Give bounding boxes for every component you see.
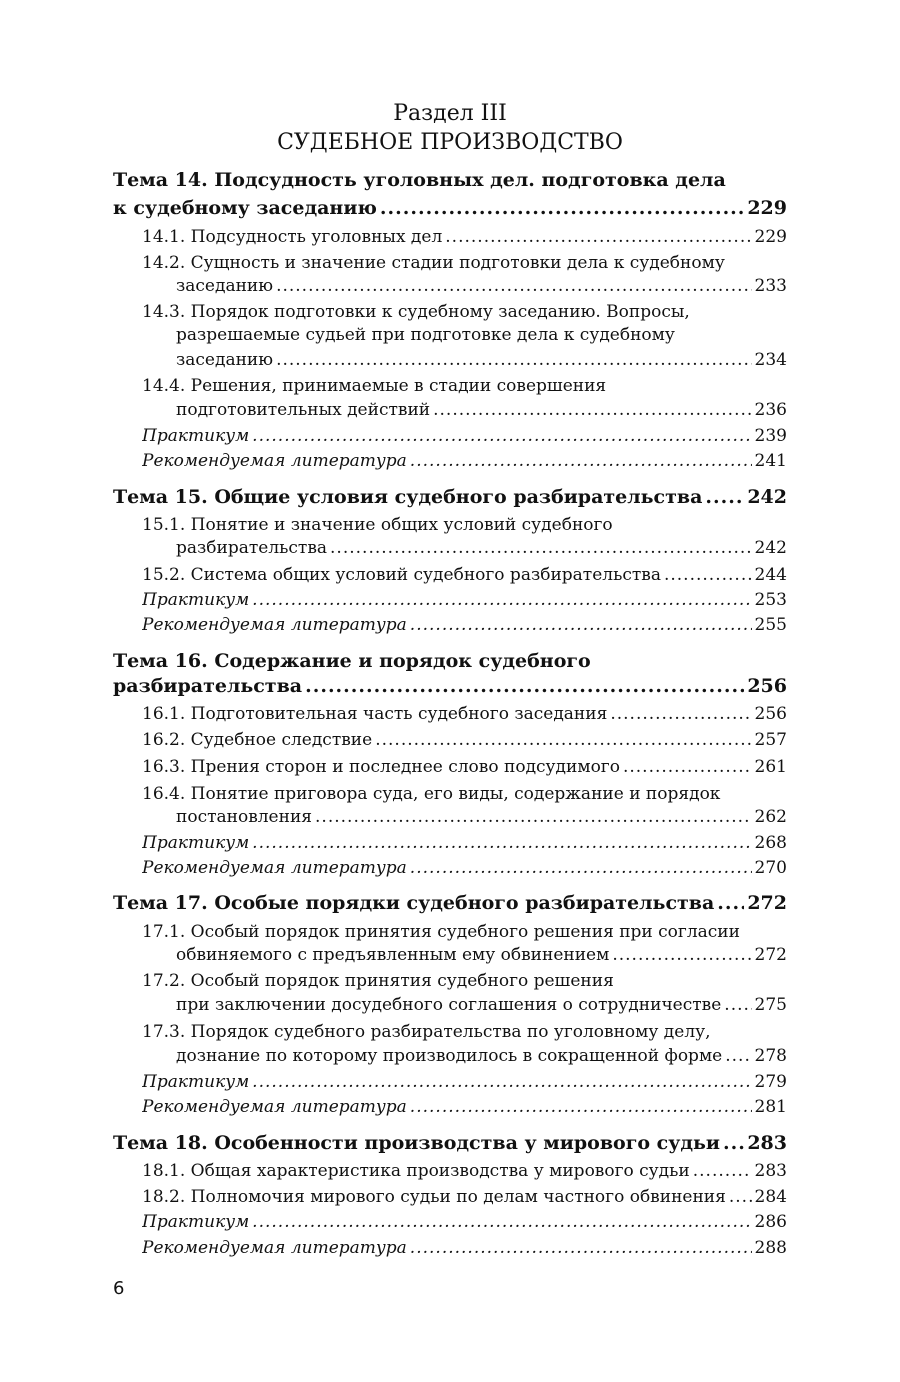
toc-entry-text: 15.1. Понятие и значение общих условий судебного xyxy=(142,515,613,535)
section-label: Раздел III xyxy=(393,101,507,126)
toc-entry-text: Практикум xyxy=(142,1212,250,1232)
toc-page-number: 270 xyxy=(754,858,787,878)
toc-page-number: 233 xyxy=(754,276,787,296)
toc-extra-line xyxy=(142,1236,787,1260)
toc-entry-text: разрешаемые судьей при подготовке дела к судебному xyxy=(176,325,675,345)
toc-page-number: 268 xyxy=(754,833,787,853)
dot-leader xyxy=(433,398,751,422)
toc-entry-text: Практикум xyxy=(142,426,250,446)
toc-extra-line xyxy=(142,613,787,637)
toc-item-line xyxy=(142,1159,787,1183)
toc-entry-text: разбирательства xyxy=(113,675,303,697)
toc-entry-text: к судебному заседанию xyxy=(113,197,377,219)
dot-leader xyxy=(315,805,752,829)
toc-page-number: 261 xyxy=(754,757,787,777)
toc-item-line xyxy=(176,943,787,967)
toc-item-line xyxy=(142,251,787,275)
toc-entry-text: подготовительных действий xyxy=(176,400,431,420)
dot-leader xyxy=(725,1044,751,1068)
toc-page-number: 283 xyxy=(747,1132,787,1154)
toc-extra-line xyxy=(142,1095,787,1119)
dot-leader xyxy=(610,702,751,726)
dot-leader xyxy=(664,563,752,587)
toc-entry-text: 18.2. Полномочия мирового судьи по делам частного обвинения xyxy=(142,1187,726,1207)
toc-item-line xyxy=(176,398,787,422)
section-title: СУДЕБНОЕ ПРОИЗВОДСТВО xyxy=(277,130,623,155)
toc-entry-text: Тема 18. Особенности производства у мирового судьи xyxy=(113,1132,721,1154)
toc-entry-text: при заключении досудебного соглашения о сотрудничестве xyxy=(176,995,722,1015)
dot-leader xyxy=(410,449,752,473)
dot-leader xyxy=(380,196,744,220)
toc-entry-text: Рекомендуемая литература xyxy=(142,858,407,878)
toc-page-number: 234 xyxy=(754,350,787,370)
toc-theme-line xyxy=(113,485,787,509)
toc-entry-text: Рекомендуемая литература xyxy=(142,451,407,471)
dot-leader xyxy=(723,1131,744,1155)
toc-page-number: 278 xyxy=(754,1046,787,1066)
toc-page-number: 229 xyxy=(754,227,787,247)
toc-item-line xyxy=(142,920,787,944)
toc-item-line xyxy=(176,805,787,829)
toc-page-number: 262 xyxy=(754,807,787,827)
dot-leader xyxy=(410,1236,752,1260)
toc-theme-line xyxy=(113,168,787,192)
toc-item-line xyxy=(142,1020,787,1044)
toc-extra-line xyxy=(142,588,787,612)
toc-page-number: 239 xyxy=(754,426,787,446)
toc-page-number: 236 xyxy=(754,400,787,420)
toc-entry-text: 14.3. Порядок подготовки к судебному заседанию. Вопросы, xyxy=(142,302,690,322)
toc-item-line xyxy=(142,563,787,587)
toc-extra-line xyxy=(142,1070,787,1094)
toc-item-line xyxy=(176,274,787,298)
toc-page-number: 242 xyxy=(754,538,787,558)
dot-leader xyxy=(612,943,751,967)
dot-leader xyxy=(724,993,751,1017)
toc-page-number: 288 xyxy=(754,1238,787,1258)
toc-extra-line xyxy=(142,831,787,855)
toc-page-number: 241 xyxy=(754,451,787,471)
toc-entry-text: Тема 17. Особые порядки судебного разбирательства xyxy=(113,892,715,914)
toc-entry-text: 17.3. Порядок судебного разбирательства по уголовному делу, xyxy=(142,1022,711,1042)
toc-page-number: 255 xyxy=(754,615,787,635)
toc-theme-line xyxy=(113,649,787,673)
toc-item-line xyxy=(176,348,787,372)
dot-leader xyxy=(705,485,744,509)
toc-item-line xyxy=(142,1185,787,1209)
dot-leader xyxy=(410,1095,752,1119)
dot-leader xyxy=(410,613,752,637)
toc-entry-text: 14.2. Сущность и значение стадии подготовки дела к судебному xyxy=(142,253,725,273)
toc-page-number: 242 xyxy=(747,486,787,508)
toc-entry-text: 16.4. Понятие приговора суда, его виды, содержание и порядок xyxy=(142,784,721,804)
dot-leader xyxy=(252,831,751,855)
dot-leader xyxy=(729,1185,752,1209)
toc-entry-text: 18.1. Общая характеристика производства у мирового судьи xyxy=(142,1161,690,1181)
toc-page-number: 279 xyxy=(754,1072,787,1092)
toc-entry-text: Практикум xyxy=(142,590,250,610)
toc-entry-text: Рекомендуемая литература xyxy=(142,1097,407,1117)
toc-entry-text: 17.1. Особый порядок принятия судебного решения при согласии xyxy=(142,922,740,942)
toc-page-number: 283 xyxy=(754,1161,787,1181)
dot-leader xyxy=(305,674,744,698)
dot-leader xyxy=(445,225,751,249)
dot-leader xyxy=(252,1210,751,1234)
toc-theme-line xyxy=(113,891,787,915)
toc-entry-text: Рекомендуемая литература xyxy=(142,1238,407,1258)
toc-entry-text: Рекомендуемая литература xyxy=(142,615,407,635)
toc-item-line xyxy=(142,969,787,993)
toc-entry-text: Тема 15. Общие условия судебного разбирательства xyxy=(113,486,703,508)
toc-entry-text: постановления xyxy=(176,807,313,827)
toc-page-number: 256 xyxy=(747,675,787,697)
toc-entry-text: 16.3. Прения сторон и последнее слово подсудимого xyxy=(142,757,620,777)
dot-leader xyxy=(623,755,752,779)
toc-page-number: 229 xyxy=(747,197,787,219)
toc-entry-text: заседанию xyxy=(176,276,274,296)
toc-entry-text: Практикум xyxy=(142,1072,250,1092)
toc-entry-text: обвиняемого с предъявленным ему обвинением xyxy=(176,945,610,965)
dot-leader xyxy=(252,588,751,612)
toc-item-line xyxy=(142,300,787,324)
toc-theme-line xyxy=(113,196,787,220)
toc-item-line xyxy=(176,993,787,1017)
toc-page-number: 272 xyxy=(754,945,787,965)
toc-page-number: 284 xyxy=(754,1187,787,1207)
toc-extra-line xyxy=(142,424,787,448)
toc-page-number: 257 xyxy=(754,730,787,750)
toc-item-line xyxy=(176,1044,787,1068)
toc-entry-text: дознание по которому производилось в сокращенной форме xyxy=(176,1046,723,1066)
dot-leader xyxy=(276,348,751,372)
toc-entry-text: 15.2. Система общих условий судебного разбирательства xyxy=(142,565,661,585)
toc-page-number: 286 xyxy=(754,1212,787,1232)
toc-item-line xyxy=(176,536,787,560)
toc-page-number: 253 xyxy=(754,590,787,610)
toc-item-line xyxy=(142,702,787,726)
toc-extra-line xyxy=(142,449,787,473)
toc-item-line xyxy=(176,323,787,347)
toc-entry-text: 16.2. Судебное следствие xyxy=(142,730,373,750)
dot-leader xyxy=(330,536,752,560)
toc-entry-text: Тема 16. Содержание и порядок судебного xyxy=(113,650,591,672)
toc-item-line xyxy=(142,225,787,249)
dot-leader xyxy=(276,274,751,298)
toc-theme-line xyxy=(113,674,787,698)
toc-entry-text: заседанию xyxy=(176,350,274,370)
page-number: 6 xyxy=(113,1278,125,1299)
dot-leader xyxy=(717,891,744,915)
toc-entry-text: Тема 14. Подсудность уголовных дел. подготовка дела xyxy=(113,169,726,191)
toc-item-line xyxy=(142,513,787,537)
toc-page-number: 275 xyxy=(754,995,787,1015)
toc-entry-text: 16.1. Подготовительная часть судебного заседания xyxy=(142,704,608,724)
toc-item-line xyxy=(142,728,787,752)
toc-entry-text: 17.2. Особый порядок принятия судебного решения xyxy=(142,971,614,991)
dot-leader xyxy=(252,1070,751,1094)
dot-leader xyxy=(693,1159,752,1183)
toc-item-line xyxy=(142,782,787,806)
toc-entry-text: 14.1. Подсудность уголовных дел xyxy=(142,227,443,247)
toc-page-number: 256 xyxy=(754,704,787,724)
toc-page-number: 281 xyxy=(754,1097,787,1117)
toc-item-line xyxy=(142,374,787,398)
toc-entry-text: разбирательства xyxy=(176,538,328,558)
toc-item-line xyxy=(142,755,787,779)
toc-entry-text: 14.4. Решения, принимаемые в стадии совершения xyxy=(142,376,607,396)
dot-leader xyxy=(252,424,751,448)
toc-theme-line xyxy=(113,1131,787,1155)
dot-leader xyxy=(410,856,752,880)
toc-page-number: 272 xyxy=(747,892,787,914)
toc-extra-line xyxy=(142,856,787,880)
toc-entry-text: Практикум xyxy=(142,833,250,853)
toc-extra-line xyxy=(142,1210,787,1234)
dot-leader xyxy=(375,728,751,752)
toc-page-number: 244 xyxy=(754,565,787,585)
